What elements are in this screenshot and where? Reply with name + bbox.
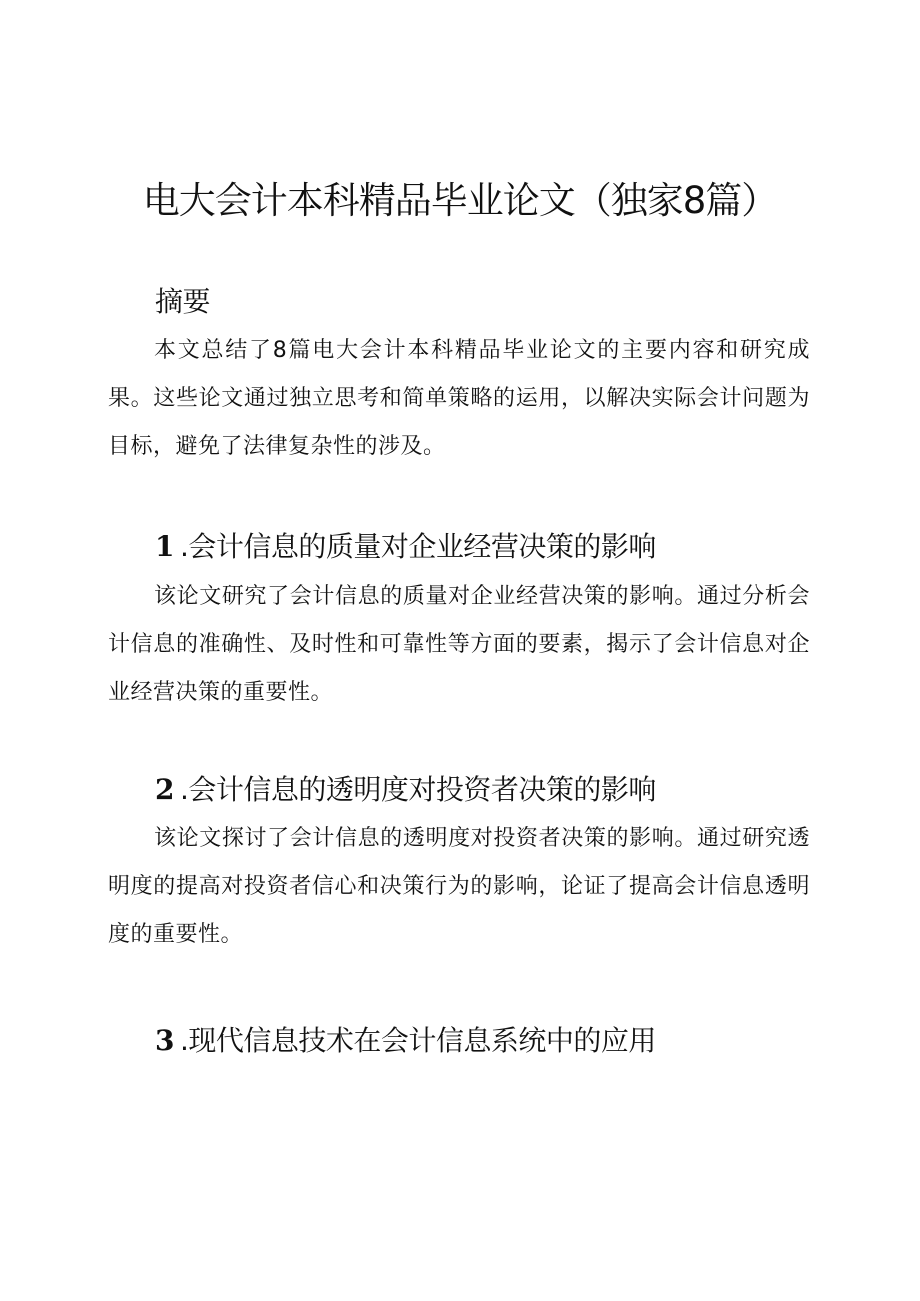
section-3-title: .现代信息技术在会计信息系统中的应用 [179,1024,656,1057]
section-1-paragraph: 该论文研究了会计信息的质量对企业经营决策的影响。通过分析会计信息的准确性、及时性和可靠性等方面的要素，揭示了会计信息对企业经营决策的重要性。 [108,584,810,705]
section-2-title: .会计信息的透明度对投资者决策的影响 [179,773,656,806]
abstract-paragraph: 本文总结了8篇电大会计本科精品毕业论文的主要内容和研究成果。这些论文通过独立思考和简单策略的运用，以解决实际会计问题为目标，避免了法律复杂性的涉及。 [108,338,810,459]
section-2-paragraph: 该论文探讨了会计信息的透明度对投资者决策的影响。通过研究透明度的提高对投资者信心和决策行为的影响，论证了提高会计信息透明度的重要性。 [108,826,810,947]
section-2-number: 2 [155,773,174,806]
section-1-heading [155,527,656,567]
abstract-heading: 摘要 [155,285,211,318]
section-3-heading [155,1021,656,1061]
section-2-heading [155,770,656,810]
document-title: 电大会计本科精品毕业论文（独家8篇） [142,179,778,222]
section-1-title: .会计信息的质量对企业经营决策的影响 [179,530,656,563]
section-1-number: 1 [155,530,174,563]
section-3-number: 3 [155,1024,174,1057]
